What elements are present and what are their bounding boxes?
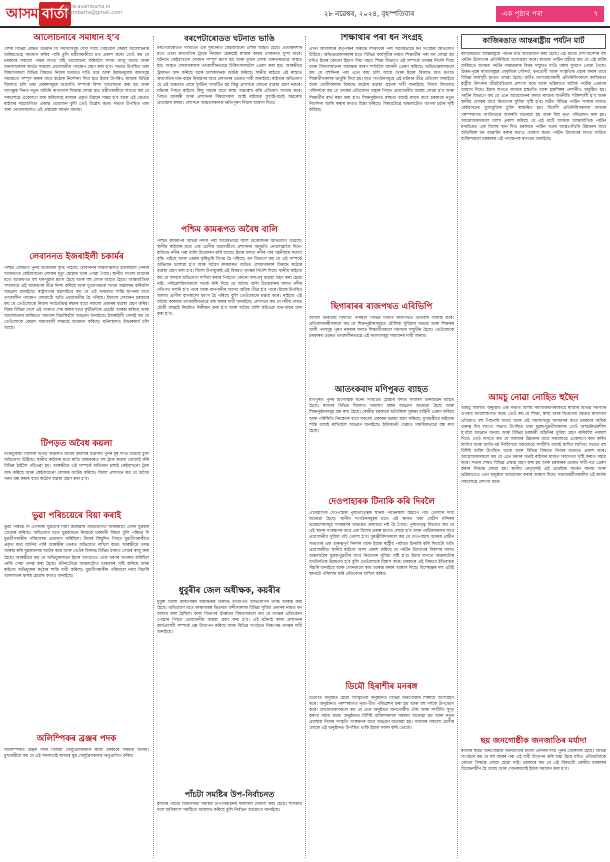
article-body: মণিপুৰত পুনৰ হিংসাত্মক ঘটনা সংঘটিত হোৱাৰ ফলত সাধাৰণ জনজীৱন ব্যাহত হৈছে। ৰাজ্যৰ বিভিন্ন জিলাত সাধাৰণ বন্ধৰ আহ্বান জনোৱা হৈছে আৰু শিক্ষানুষ্ঠানসমূহ বন্ধ ৰখা হৈছে। কেন্দ্ৰীয় চৰকাৰে অতিৰিক্ত সুৰক্ষা বাহিনী প্ৰেৰণ কৰিছে আৰু পৰিস্থিতি নিয়ন্ত্ৰণৰ বাবে সকলো প্ৰকাৰৰ ব্যৱস্থা গ্ৰহণ কৰিছে। মুখ্যমন্ত্ৰীয়ে ৰাইজক শান্তি বজাই ৰাখিবলৈ আহ্বান জনাইছে। ইন্টাৰনেট সেৱাও সাময়িকভাৱে বন্ধ ৰখা হৈছে।	[309, 398, 454, 434]
article-body: ৰাজ্যৰ ছয়টা জনগোষ্ঠীক জনজাতিৰ মৰ্যাদা প্ৰদানৰ দাবী পুনৰ জোৰদাৰ হৈছে। বিভিন্ন সংগঠনে কয় যে বহু বছৰৰ পৰা এই দাবী উত্থাপন কৰি অহা হৈছে যদিও এতিয়ালৈকে কোনো সিদ্ধান্ত লোৱা হোৱা নাই। চৰকাৰে কয় যে এই বিষয়টো কেন্দ্ৰীয় চৰকাৰৰ বিবেচনাধীন হৈ আছে আৰু সোনকালেই ইয়াৰ সমাধান কৰা হ’ব।	[461, 748, 606, 772]
article	[157, 34, 302, 222]
logo-text-part-1: আসম	[6, 6, 38, 22]
column-separator	[305, 36, 306, 858]
article-body: অখিল ভাৰতীয় বিদ্যাৰ্থী পৰিষদে বিভিন্ন দাবীত ৰাজপথত প্ৰতিবাদ সাব্যস্ত কৰে। প্ৰতিবাদকাৰীসকলে কয় যে শিক্ষানুষ্ঠানসমূহত মৌলিক সুবিধাৰ অভাৱ আৰু শিক্ষকৰ খালী পদসমূহ পূৰণ নকৰাৰ ফলত শিক্ষাৰ্থীসকলে সমস্যাৰ সন্মুখীন হৈছে। তেওঁলোকে চৰকাৰৰ ওচৰত তৎকালীনভাৱে এই সমস্যাসমূহ সমাধানৰ দাবী জনায়।	[309, 315, 454, 339]
headline[interactable]: আতংকবাদ মণিপুৰত ব্যাহত	[334, 384, 429, 395]
article	[157, 226, 302, 583]
headline[interactable]: পাঁচটা সমষ্টিৰ উপ-নিৰ্বাচনত	[184, 789, 275, 799]
headline[interactable]: অলিম্পিকৰ ব্ৰঞ্জৰ পদক	[36, 734, 117, 745]
article-body: ঐতিহাসিক দেওপাহাৰ পুৰাতাত্ত্বিক স্থানক পৰ্যটনস্থলী হিচাপে গঢ়ি তোলাৰ দাবী জনোৱা হৈছে। স্থানীয় সংগঠনসমূহৰ মতে এই স্থানত থকা প্ৰাচীন মন্দিৰৰ ভগ্নাৱশেষসমূহ সংৰক্ষণৰ অভাৱত ক্ৰমান্বয়ে নষ্ট হৈ গৈছে। পুৰাতত্ত্ব বিভাগে কয় যে এই স্থানৰ সংৰক্ষণৰ বাবে এক বিশেষ প্ৰকল্প হাতত লোৱা হ’ব আৰু পৰ্যটকসকলৰ বাবে প্ৰয়োজনীয় সুবিধা গঢ়ি তোলা হ’ব। বুৰঞ্জীবিদসকলে কয় যে দেওপাহাৰ অসমৰ প্ৰাচীন সভ্যতাৰ এক গুৰুত্বপূৰ্ণ নিদৰ্শন আৰু ইয়াক ৰাষ্ট্ৰীয় পৰ্যায়ত চিনাকি কৰি দিয়াটো অতি প্ৰয়োজনীয়। স্থানীয় ৰাইজে আশা প্ৰকাশ কৰিছে যে পৰ্যটন উদ্যোগৰ বিকাশৰ ফলত অঞ্চলটোৰ যুৱক-যুৱতীৰ বাবে নিয়োগৰ সুবিধা সৃষ্টি হ’ব। ইয়াৰ লগতে অঞ্চলটোৰ অৰ্থনৈতিক উন্নয়নো হ’ব বুলি তেওঁলোকে বিশ্বাস কৰে। চৰকাৰে এই বিষয়ত ইতিবাচক সঁহাৰি জনাইছে আৰু সোনকালে কাম আৰম্ভ কৰাৰ আশ্বাস দিছে। বিশেষজ্ঞৰ দল এটাই স্থানটো পৰিদৰ্শন কৰি প্ৰতিবেদন দাখিল কৰিব।	[309, 511, 454, 577]
headline[interactable]: শিক্ষাৰ্থীৰ পৰা ধন সংগ্ৰহ	[340, 34, 423, 43]
masthead-rule	[0, 26, 610, 28]
email-link[interactable]: asambarta@gmail.com	[64, 10, 123, 16]
article-body: দেশৰ বিভিন্ন প্ৰান্তত বৰ্তমান যি সমস্যাসমূহ দেখা দিছে সেইবোৰ কেৱল আলোচনাৰ জৰিয়তেহে সমাধান কৰিব পাৰি বুলি মন্ত্ৰীগৰাকীয়ে মত প্ৰকাশ কৰে। তেওঁ কয় যে চৰকাৰে সকলো পক্ষৰ লগত বহি আলোচনা কৰিবলৈ সদায় সাজু আছে আৰু জনসাধাৰণৰ স্বাৰ্থত সকলো প্ৰয়োজনীয় পদক্ষেপ গ্ৰহণ কৰা হ’ব। সভাত উপস্থিত থকা বিষয়াসকলে বিভিন্ন বিষয়ত নিজৰ মতামত দাঙি ধৰে আৰু উন্নয়নমূলক কামসমূহ সময়মতে সম্পূৰ্ণ কৰাৰ বাবে কঠোৰ নিৰ্দেশনা দিয়া হয়। ইয়াৰ উপৰিও ৰাজ্যৰ বিভিন্ন জিলাত চলি থকা প্ৰকল্পসমূহৰ অগ্ৰগতি সম্পৰ্কে বিশদ আলোচনা কৰা হয় আৰু আগন্তুক দিনত নতুন আঁচনি ৰূপায়ণৰ সিদ্ধান্ত লোৱা হয়। মন্ত্ৰীগৰাকীয়ে লগতে কয় যে সকলোৱে একেলগে কাম কৰিলেহে ৰাজ্যৰ প্ৰকৃত উন্নয়ন সম্ভৱ হ’ব আৰু এই ক্ষেত্ৰত ৰাইজৰ সহযোগিতা একান্ত প্ৰয়োজন বুলি তেওঁ উল্লেখ কৰে। সভাত উপস্থিত থকা অন্য নেতাসকলেও এই প্ৰস্তাৱক সমৰ্থন জনায়।	[4, 46, 149, 113]
column-4	[461, 34, 606, 858]
website-link[interactable]: www.asambarta.in	[64, 4, 111, 10]
article-body: ধুবুৰী জিলা কাৰাগাৰৰ অধীক্ষকৰ বিৰুদ্ধে উত্থাপিত অভিযোগৰ তদন্ত আৰম্ভ কৰা হৈছে। অভিযোগ মতে কাৰাগাৰৰ ভিতৰত বন্দীসকলক বিভিন্ন সুবিধা প্ৰদানৰ নামত ধন আদায় কৰা হৈছিল। কাৰা বিভাগৰ ঊৰ্ধ্বতন বিষয়াসকলে কয় যে তদন্তৰ প্ৰতিবেদন পোৱাৰ পিছত প্ৰয়োজনীয় ব্যৱস্থা গ্ৰহণ কৰা হ’ব। এই ঘটনাই কাৰা প্ৰশাসনৰ কাৰ্যপ্ৰণালী সম্পৰ্কে প্ৰশ্ন উত্থাপন কৰিছে আৰু বিভিন্ন সংগঠনে নিৰপেক্ষ তদন্তৰ দাবী জনাইছে।	[157, 599, 302, 636]
article	[309, 683, 454, 846]
article-body: আমচু জিলাত অনুষ্ঠিত এক সভাত বিশিষ্ট সমাজকৰ্মীগৰাকীয়ে ৰাজ্যৰ বিভিন্ন সমস্যাৰ ওপৰত আলোকপাত কৰে। তেওঁ কয় যে শিক্ষা, স্বাস্থ্য আৰু নিয়োগৰ ক্ষেত্ৰত ৰাজ্যখন এতিয়াও বহু পিছপৰি আছে আৰু এই সমস্যাসমূহ সমাধানৰ বাবে চৰকাৰে অধিক গুৰুত্ব দিব লাগে। সভাত উপস্থিত থকা যুৱক-যুৱতীসকলক তেওঁ আত্মনিৰ্ভৰশীল হ’বলৈ আহ্বান জনায় আৰু বিভিন্ন চৰকাৰী আঁচনিৰ সুবিধা গ্ৰহণ কৰিবলৈ পৰামৰ্শ দিয়ে। তেওঁ লগতে কয় যে সমাজৰ উন্নয়নৰ বাবে সকলোৱে একেলগে কাম কৰিব লাগিব আৰু জাতি-ধৰ্ম নিৰ্বিশেষে সকলোৱে সম্প্ৰীতি বজাই ৰাখিব লাগিব। সভাত বহু বিশিষ্ট ব্যক্তি উপস্থিত থাকে আৰু বিভিন্ন বিষয়ত নিজৰ মতামত প্ৰকাশ কৰে। আয়োজকসকলে কয় যে এনে ধৰণৰ সভাই ৰাইজৰ মাজত সজাগতা সৃষ্টি কৰাত সহায় কৰে। সভাৰ শেষত বিভিন্ন প্ৰস্তাৱ গ্ৰহণ কৰা হয় আৰু চৰকাৰৰ ওচৰত দাবী-পত্ৰ প্ৰেৰণ কৰাৰ সিদ্ধান্ত লোৱা হয়। স্থানীয় নেতৃবৃন্দই এই প্ৰচেষ্টাক সমৰ্থন জনায় আৰু ভৱিষ্যতেও এনে অনুষ্ঠান আয়োজন কৰাৰ আশ্বাস দিয়ে। সমাজকৰ্মীগৰাকীৰ এই কাৰ্যক সকলোৱে প্ৰশংসা কৰে।	[461, 406, 606, 485]
article	[4, 34, 149, 249]
headline[interactable]: ডিমৌ হিৰাশীৰ মনৰঙ্গ	[345, 682, 418, 693]
column-separator	[457, 36, 458, 858]
continuation-label: এক পৃষ্ঠাৰ পৰা	[502, 10, 543, 18]
headline[interactable]: পশ্চিম কামৰূপত অবৈধ বালি	[181, 225, 278, 236]
article	[461, 736, 606, 838]
article-body: ৰাজ্যৰ পাঁচটা বিধানসভা সমষ্টিৰ উপ-নিৰ্বাচনৰ ফলাফল ঘোষণা কৰা হৈছে। শাসকীয় দলে অধিকাংশ সমষ্টিতে জয়লাভ কৰিছে বুলি নিৰ্বাচন আয়োগে জনাইছে।	[157, 801, 302, 813]
article-body: পশ্চিম এছিয়াত পুনৰ উত্তেজনা বৃদ্ধি পাইছে। লেবাননৰ দক্ষিণাঞ্চলত ইজৰাইলী সেনাৰ আক্ৰমণত কেইবাজনো লোকৰ মৃত্যু হোৱাৰ খবৰ পোৱা গৈছে। স্থানীয় সংবাদ মাধ্যমৰ মতে আক্ৰমণত বহু ঘৰ-দুৱাৰ ধ্বংস হৈছে আৰু বহু লোক আহত হৈছে। আন্তৰ্জাতিক সম্প্ৰদায়ে এই আক্ৰমণৰ তীব্ৰ নিন্দা কৰিছে আৰু দুয়োপক্ষকে সংযম অৱলম্বন কৰিবলৈ আহ্বান জনাইছে। ৰাষ্ট্ৰসংঘৰ মহাসচিবে কয় যে এই অঞ্চলত শান্তি স্থাপনৰ বাবে তৎকালীন পদক্ষেপ লোৱাটো অতি প্ৰয়োজনীয় হৈ পৰিছে। ইফালে লেবানন চৰকাৰে কয় যে তেওঁলোকে নিজৰ সাৰ্বভৌমত্ব ৰক্ষাৰ বাবে সকলো প্ৰকাৰৰ ব্যৱস্থা গ্ৰহণ কৰিব। বিশ্বৰ বিভিন্ন দেশে এই সংঘাত শেষ কৰাৰ বাবে কূটনৈতিক প্ৰচেষ্টা আৰম্ভ কৰিছে আৰু আলোচনাৰ জৰিয়তে সমাধান বিচাৰিবলৈ আহ্বান জনাইছে। ইজৰাইলী সেনাই কয় যে তেওঁলোকে কেৱল সন্ত্ৰাসবাদী লক্ষ্যহে আক্ৰমণ কৰিছে। ঘটনাস্থলত উদ্ধাৰকাৰ্য চলি আছে।	[4, 265, 149, 332]
headline[interactable]: টিপড়ত অবৈধ কয়লা	[40, 438, 113, 449]
headline[interactable]: দেওপাহাৰক টিনাকি কৰি দিবলৈ	[328, 497, 435, 508]
column-separator	[153, 36, 154, 858]
article	[461, 394, 606, 733]
article	[309, 303, 454, 382]
article-body: কাজিৰঙাত আন্তৰাষ্ট্ৰীয় পৰ্যটন মাৰ্ট আয়োজন কৰা হৈছে। এই মাৰ্টত দেশ-বিদেশৰ বহু পৰ্যটন উদ্যোগৰ প্ৰতিনিধিয়ে অংশগ্ৰহণ কৰে। ৰাজ্যৰ পৰ্যটন মন্ত্ৰীয়ে কয় যে এই মাৰ্টৰ জৰিয়তে অসমৰ পৰ্যটন সম্ভাৱনাক বিশ্বৰ সন্মুখত দাঙি ধৰাৰ সুযোগ পোৱা গৈছে। উত্তৰ-পূৱৰ ৰাজ্যসমূহৰ প্ৰাকৃতিক সৌন্দৰ্য, বন্যপ্ৰাণী আৰু সংস্কৃতিক প্ৰচাৰ কৰাৰ বাবে বিভিন্ন কাৰ্যসূচী হাতত লোৱা হৈছে। মাৰ্টত অংশগ্ৰহণকাৰী প্ৰতিনিধিসকলে কাজিৰঙা ৰাষ্ট্ৰীয় উদ্যানৰ জীৱবৈচিত্ৰ্যৰ প্ৰশংসা কৰে আৰু ভৱিষ্যতে অধিক পৰ্যটক প্ৰেৰণৰ আশ্বাস দিয়ে। ইয়াৰ লগতে ৰাজ্যৰ হস্ততাঁত আৰু হস্তশিল্পৰ প্ৰদৰ্শনীও অনুষ্ঠিত হয়। পৰ্যটন বিভাগে কয় যে এনে আয়োজনৰ ফলত ৰাজ্যৰ অৰ্থনীতি শক্তিশালী হ’ব আৰু স্থানীয় লোকৰ বাবে নিয়োগৰ সুবিধা সৃষ্টি হ’ব। মাৰ্টত বিভিন্ন পৰ্যটন সংস্থাৰ মাজত কেইবাখনো বুজাবুজিৰ চুক্তি স্বাক্ষৰিত হয়। বিদেশী প্ৰতিনিধিসকলক অসমৰ পৰম্পৰাগত আতিথ্যৰে আদৰণি জনোৱা হয় আৰু বিহু নৃত্য পৰিৱেশন কৰা হয়। আয়োজকসকলে আশা প্ৰকাশ কৰিছে যে এই মাৰ্টে অসমক আন্তৰ্জাতিক পৰ্যটন মানচিত্ৰত এক বিশেষ স্থান দিব। চৰকাৰে পৰ্যটন খণ্ডৰ আন্তঃগাঁথনি উন্নয়নৰ বাবে অতিৰিক্ত ধন আৱণ্টন কৰাৰ কথাও ঘোষণা কৰে। পৰ্যটন উদ্যোগৰ লগত জড়িত ব্যক্তিসকলে চৰকাৰৰ এই পদক্ষেপক স্বাগতম জনাইছে।	[461, 51, 606, 142]
article-body: পশ্চিম কামৰূপৰ বিভিন্ন নদীৰ পৰা অবৈধভাৱে বালি উত্তোলনৰ অভিযোগ উঠিছে। স্থানীয় ৰাইজৰ মতে এক শ্ৰেণীৰ ব্যৱসায়ীয়ে প্ৰশাসনৰ অনুমতি নোলোৱাকৈ দিনে-ৰাতিয়ে নদীৰ পৰা বালি উত্তোলন কৰি আছে। ইয়াৰ ফলত নদীৰ পাৰ খহনীয়াৰ সমস্যা বৃদ্ধি পাইছে আৰু ওচৰৰ কৃষিভূমি বিপন্ন হৈ পৰিছে। বন বিভাগে কয় যে এই সম্পৰ্কে অভিযান চলোৱা হ’ব আৰু অবৈধ কাৰবাৰত জড়িত লোকসকলৰ বিৰুদ্ধে কঠোৰ ব্যৱস্থা গ্ৰহণ কৰা হ’ব। জিলা উপায়ুক্তই এই বিষয়ত তদন্তৰ নিৰ্দেশ দিছে। স্থানীয় ৰাইজে কয় যে বহুবাৰ অভিযোগ দাখিল কৰাৰ পিছতো কোনো ফলপ্ৰসূ ব্যৱস্থা গ্ৰহণ কৰা হোৱা নাই। পৰিৱেশবিদসকলে সতৰ্ক কৰি দিছে যে অবৈধ বালি উত্তোলনৰ ফলত নদীৰ গতিপথ সলনি হ’ব পাৰে আৰু বানপানীৰ সমস্যা অধিক তীব্ৰ হ’ব পাৰে। ইয়াৰ উপৰিও জলজ প্ৰাণীৰ বাসস্থানো ধ্বংস হৈ পৰিছে বুলি তেওঁলোকে মন্তব্য কৰে। ৰাইজে এই অবৈধ কাৰবাৰ তৎকালীনভাৱে বন্ধ কৰাৰ দাবী জনাইছে। প্ৰশাসনে কয় যে নদীৰ পাৰত চৌকী বহুৱাই নিয়মিত নিৰীক্ষণ কৰা হ’ব আৰু অবৈধ বালি কঢ়িওৱা যান-বাহন জব্দ কৰা হ’ব।	[157, 238, 302, 318]
article	[4, 735, 149, 788]
article-body: তিনিচুকীয়া জিলাৰ টিপড় অঞ্চলত অবৈধ কয়লাৰ ব্যৱসায় পুনৰ মূৰ দাঙি উঠিছে বুলি অভিযোগ উঠিছে। স্থানীয় ৰাইজৰ মতে ৰাতি অন্ধকাৰত বহু ট্ৰাক কয়লা বোজাই কৰি বিভিন্ন ঠাইলৈ পঠিওৱা হয়। আৰক্ষীয়ে এই সম্পৰ্কে অভিযান চলাই কেইবাখনো ট্ৰাক জব্দ কৰিছে আৰু কেইবাজনো লোকক আটক কৰিছে। জিলা প্ৰশাসনে কয় যে অবৈধ খনন বন্ধ কৰাৰ বাবে কঠোৰ ব্যৱস্থা গ্ৰহণ কৰা হ’ব।	[4, 452, 149, 482]
headline[interactable]: ছয় জনগোষ্ঠীক জনজাতিৰ মৰ্যাদা	[480, 736, 587, 746]
headline[interactable]: আলোচনাৰে সমাধান হ’ব	[33, 34, 120, 43]
headline[interactable]: লেবাননত ইজৰাইলী চকাৰ্মৰ	[29, 251, 124, 262]
headline[interactable]: ধুবুৰীৰ জেল অধীক্ষক, কয়ৰীৰ	[178, 585, 281, 596]
article-body: এখন বিদ্যালয়ৰ কৰ্তৃপক্ষৰ বিৰুদ্ধে শিক্ষাৰ্থীৰ পৰা অবৈধভাৱে ধন সংগ্ৰহৰ অভিযোগ উঠিছে। অভিভাৱকসকলৰ মতে বিভিন্ন কাৰ্যসূচীৰ নামত শিক্ষাৰ্থীৰ পৰা ধন লোৱা হয় যদিও ইয়াৰ কোনো হিচাপ দিয়া নহয়। শিক্ষা বিভাগে এই সম্পৰ্কে তদন্তৰ নিৰ্দেশ দিছে আৰু বিদ্যালয়খনৰ অধ্যক্ষক কাৰণ দৰ্শাবলৈ জাননী প্ৰেৰণ কৰিছে। অভিভাৱকসকলে কয় যে বহুদিনৰ পৰা এনে কাম চলি আছে আৰু ইয়াৰ বিৰুদ্ধে মাত মতাত শিক্ষাৰ্থীসকলক ভাবুকি দিয়া হয়। ছাত্ৰ সংগঠনসমূহে এই ঘটনাৰ তীব্ৰ প্ৰতিবাদ জনাইছে আৰু দোষীসকলৰ বিৰুদ্ধে কঠোৰ ব্যৱস্থা গ্ৰহণৰ দাবী জনাইছে। জিলা বিদ্যালয় পৰিদৰ্শকে কয় যে তদন্তৰ প্ৰতিবেদন অহাৰ পিছত প্ৰয়োজনীয় ব্যৱস্থা লোৱা হ’ব আৰু শিক্ষাৰ্থীৰ স্বাৰ্থ ৰক্ষা কৰা হ’ব। শিক্ষানুষ্ঠানত স্বচ্ছতা বজাই ৰখাৰ বাবে চৰকাৰে নতুন নিৰ্দেশনা জাৰি কৰাৰ কথাও চিন্তা কৰিছে। বিষয়টোৱে অঞ্চলটোত ব্যাপক চৰ্চাৰ সৃষ্টি কৰিছে।	[309, 46, 454, 113]
page-continuation-tab	[496, 6, 604, 22]
column-3	[309, 34, 454, 858]
article-body: অলিম্পিকত ব্ৰঞ্জৰ পদক বিজয়ী খেলুৱৈগৰাকীক ৰাজ্য চৰকাৰে সম্বৰ্ধনা জনায়। মুখ্যমন্ত্ৰীয়ে কয় যে এই সফলতাই ৰাজ্যৰ যুৱ খেলুৱৈসকলক অনুপ্ৰাণিত কৰিব।	[4, 747, 149, 759]
article	[309, 498, 454, 679]
article	[309, 34, 454, 299]
site-links	[64, 4, 122, 16]
column-1	[4, 34, 149, 858]
article	[4, 440, 149, 509]
headline[interactable]: কাজিৰঙাত আন্তৰাষ্ট্ৰীয় পৰ্যটন মাৰ্ট	[461, 34, 606, 49]
newspaper-logo[interactable]	[6, 4, 71, 24]
page-number: ৭	[593, 10, 598, 18]
headline[interactable]: ছিগাৰাৰৰ ৰাজপথত এবিভিপি	[330, 301, 433, 312]
article	[461, 34, 606, 390]
logo-text-part-2: বার্তা	[39, 2, 71, 26]
article	[309, 386, 454, 495]
article-body: ভুৱা পৰিচয় দি এগৰাকী যুৱতীক বিয়া কৰোৱাৰ অভিযোগত আৰক্ষীয়ে এজন যুৱকক গ্ৰেপ্তাৰ কৰিছে। অভিযোগ মতে যুৱকজনে নিজকে চৰকাৰী বিষয়া বুলি পৰিচয় দি যুৱতীগৰাকীৰ পৰিয়ালক প্ৰতাৰণা কৰিছিল। বিয়াৰ কিছুদিন পিছত যুৱতীগৰাকীয়ে প্ৰকৃত কথা জানিব পাৰি আৰক্ষীৰ ওচৰত অভিযোগ দাখিল কৰে। আৰক্ষীয়ে তদন্ত আৰম্ভ কৰি যুৱকজনক আটক কৰে আৰু তেওঁৰ বিৰুদ্ধে বিভিন্ন ধাৰাত গোচৰ ৰুজু কৰা হৈছে। আৰক্ষীয়ে কয় যে অভিযুক্তজনে ইয়াৰ আগতেও একে ধৰণৰ অপৰাধ কৰিছিল নেকি সেয়া তদন্ত কৰা হৈছে। ঘটনাটোৱে অঞ্চলটোত চাঞ্চল্যৰ সৃষ্টি কৰিছে আৰু ৰাইজে অভিযুক্তৰ কঠোৰ শাস্তি দাবী কৰিছে। যুৱতীগৰাকীৰ পৰিয়ালে ন্যায় বিচাৰি আদালতৰ দ্বাৰস্থ হোৱাৰ কথাও জনাইছে।	[4, 525, 149, 579]
column-2	[157, 34, 302, 858]
article-body: ডিমৌত অনুষ্ঠিত হোৱা সাংস্কৃতিক অনুষ্ঠানত বিভিন্ন জনগোষ্ঠীৰ শিল্পীয়ে অংশগ্ৰহণ কৰে। অনুষ্ঠানত পৰম্পৰাগত নৃত্য-গীত পৰিৱেশন কৰা হয় আৰু বহু দৰ্শকে উপভোগ কৰে। আয়োজকসকলে কয় যে এনে অনুষ্ঠানে জনগোষ্ঠীয় ঐক্য আৰু সম্প্ৰীতি সুদৃঢ় কৰাত সহায় কৰে। অনুষ্ঠানত বিশিষ্ট ব্যক্তিসকলক সম্বৰ্ধনা জনোৱা হয় আৰু নতুন প্ৰজন্মক নিজৰ সংস্কৃতি সংৰক্ষণৰ বাবে আহ্বান জনোৱা হয়। সমাজৰ সকলো শ্ৰেণীৰ লোকে এই অনুষ্ঠানত উপস্থিত থাকি ইয়াক সফল কৰি তোলে।	[309, 695, 454, 732]
article	[4, 512, 149, 731]
issue-date: ২৮ নৱেম্বৰ, ২০২৪, বৃহস্পতিবাৰ	[323, 10, 415, 18]
article	[157, 790, 302, 842]
headline[interactable]: আমচু নোৱা নোহিত হুছৈন	[488, 392, 579, 403]
headline[interactable]: ভুৱা পৰিচয়েৰে বিয়া কৰাই	[31, 511, 122, 522]
headline[interactable]: বৰপেটাৰোডত ঘটনাত ভাঙি	[184, 34, 275, 43]
article	[4, 253, 149, 436]
article-body: বৰপেটাৰোডত সংঘটিত এক দুৰ্ঘটনাত কেইবাজনো লোক আহত হৈছে। প্ৰত্যক্ষদৰ্শীৰ মতে এখন দ্ৰুতগতিৰ ট্ৰাকে নিয়ন্ত্ৰণ হেৰুৱাই ৰাস্তাৰ কাষৰ দোকানত খুন্দা মাৰে। ঘটনাত কেইবাখনো দোকান সম্পূৰ্ণ ধ্বংস হয় আৰু দুজন লোক গুৰুতৰভাৱে আহত হয়। আহত লোকসকলক তৎকালীনভাৱে চিকিৎসালয়লৈ প্ৰেৰণ কৰা হয়। আৰক্ষীয়ে ট্ৰাকখন জব্দ কৰিছে আৰু চালকজনক আটক কৰিছে। স্থানীয় ৰাইজে এই ৰাস্তাত দ্ৰুতগতিৰ যান-বাহন নিয়ন্ত্ৰণৰ বাবে প্ৰশাসনৰ ওচৰত দাবী জনাইছে। ৰাইজৰ অভিযোগ যে এই অঞ্চলত প্ৰায়ে দুৰ্ঘটনা সংঘটিত হয় কিন্তু প্ৰশাসনে কোনো ব্যৱস্থা গ্ৰহণ নকৰে। ঘটনাৰ পিছত ৰাইজে কিছু সময়ৰ বাবে ৰাস্তা অৱৰোধ কৰি প্ৰতিবাদ সাব্যস্ত কৰে। পিছত আৰক্ষী আৰু প্ৰশাসনৰ বিষয়াসকল আহি ৰাইজক বুজাই-বঢ়াই অৱৰোধ প্ৰত্যাহাৰ কৰায়। প্ৰশাসনে আহতসকলক ক্ষতিপূৰণ দিয়াৰ আশ্বাস দিয়ে।	[157, 46, 302, 107]
article	[157, 587, 302, 786]
masthead	[0, 0, 610, 28]
